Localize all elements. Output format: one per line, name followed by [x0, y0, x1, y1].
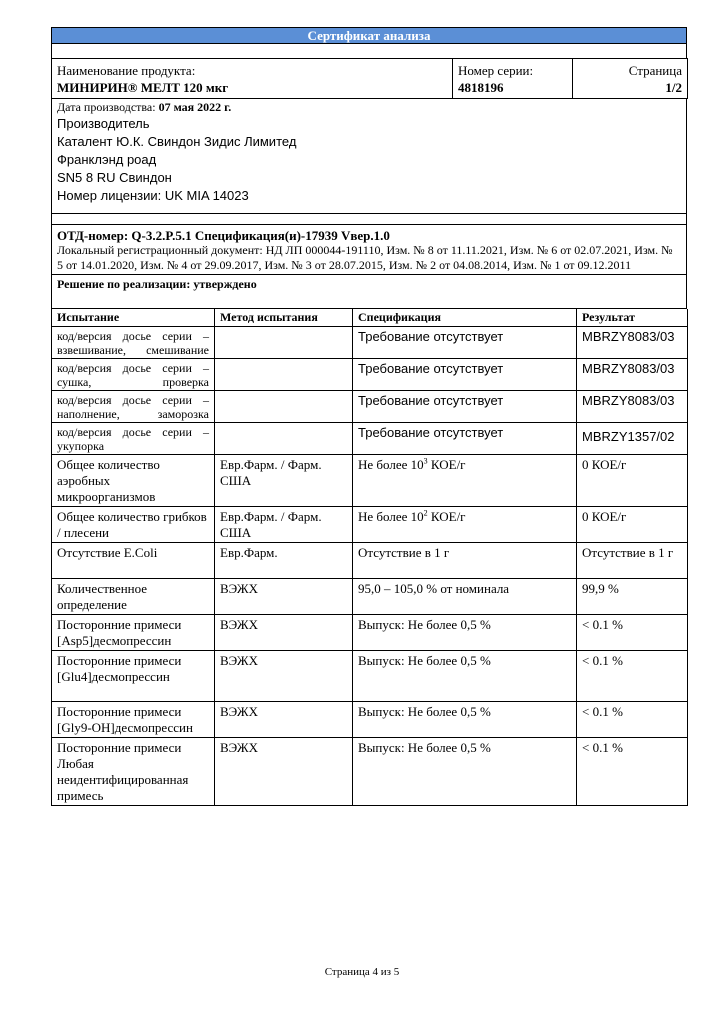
- spec-cell: Требование отсутствует: [353, 359, 577, 391]
- test-cell: Посторонние примеси [Glu4]десмопрессин: [52, 651, 215, 702]
- spec-text: Не более 10: [358, 457, 424, 472]
- spacer-row: [51, 214, 687, 225]
- results-table: [51, 309, 688, 806]
- method-cell: ВЭЖХ: [215, 579, 353, 615]
- certificate-title: Сертификат анализа: [51, 27, 687, 43]
- header-result: Результат: [577, 309, 688, 327]
- certificate: [51, 27, 687, 806]
- spec-cell: Требование отсутствует: [353, 423, 577, 455]
- result-cell: MBRZY1357/02: [577, 423, 688, 455]
- table-row: [52, 327, 688, 359]
- table-row: [52, 738, 688, 806]
- method-cell: Евр.Фарм.: [215, 543, 353, 579]
- result-cell: < 0.1 %: [577, 615, 688, 651]
- table-row: [52, 579, 688, 615]
- spec-text: Не более 10: [358, 509, 424, 524]
- spec-cell: Выпуск: Не более 0,5 %: [353, 651, 577, 702]
- product-name-cell: [52, 59, 453, 99]
- test-cell: код/версия досье серии – сушка, проверка: [52, 359, 215, 391]
- product-table: [51, 58, 688, 99]
- product-name-label: Наименование продукта:: [57, 63, 196, 78]
- manufacturer-line: SN5 8 RU Свиндон: [57, 170, 172, 185]
- result-cell: < 0.1 %: [577, 738, 688, 806]
- test-cell: Общее количество грибков / плесени: [52, 507, 215, 543]
- otd-block: [51, 225, 687, 275]
- spec-cell: Выпуск: Не более 0,5 %: [353, 615, 577, 651]
- method-cell: Евр.Фарм. / Фарм. США: [215, 507, 353, 543]
- manufacturer-line: Каталент Ю.К. Свиндон Зидис Лимитед: [57, 134, 297, 149]
- table-row: [52, 651, 688, 702]
- table-row: [52, 615, 688, 651]
- result-cell: < 0.1 %: [577, 702, 688, 738]
- batch-label: Номер серии:: [458, 63, 534, 78]
- result-cell: Отсутствие в 1 г: [577, 543, 688, 579]
- production-date-value: 07 мая 2022 г.: [158, 100, 232, 114]
- method-cell: [215, 391, 353, 423]
- table-row: [52, 423, 688, 455]
- otd-heading: ОТД-номер: Q-3.2.P.5.1 Спецификация(и)-17939 Vвер.1.0: [57, 228, 390, 243]
- table-row: [52, 455, 688, 507]
- method-cell: [215, 359, 353, 391]
- table-row: [52, 391, 688, 423]
- result-cell: MBRZY8083/03: [577, 359, 688, 391]
- method-cell: [215, 327, 353, 359]
- method-cell: Евр.Фарм. / Фарм. США: [215, 455, 353, 507]
- header-test: Испытание: [52, 309, 215, 327]
- page-footer: Страница 4 из 5: [324, 966, 400, 978]
- header-spec: Спецификация: [353, 309, 577, 327]
- spec-exponent: 3: [423, 456, 428, 466]
- batch-cell: [453, 59, 573, 99]
- page-cell: [573, 59, 688, 99]
- page-label: Страница: [628, 63, 682, 78]
- spec-cell: Выпуск: Не более 0,5 %: [353, 702, 577, 738]
- production-date: [57, 100, 681, 115]
- test-cell: код/версия досье серии – взвешивание, смешивание: [52, 327, 215, 359]
- spacer-row: [51, 43, 687, 58]
- table-row: [52, 359, 688, 391]
- manufacturer-line: Франклэнд роад: [57, 152, 157, 167]
- test-cell: код/версия досье серии – укупорка: [52, 423, 215, 455]
- spec-cell: 95,0 – 105,0 % от номинала: [353, 579, 577, 615]
- result-cell: 0 КОЕ/г: [577, 507, 688, 543]
- result-cell: 99,9 %: [577, 579, 688, 615]
- spec-cell: [353, 507, 577, 543]
- batch-value: 4818196: [458, 80, 504, 95]
- manufacturer-line: Номер лицензии: UK MIA 14023: [57, 188, 249, 203]
- spec-unit: КОЕ/г: [427, 509, 466, 524]
- production-date-label: Дата производства:: [57, 100, 156, 114]
- result-cell: 0 КОЕ/г: [577, 455, 688, 507]
- table-row: [52, 507, 688, 543]
- spec-unit: КОЕ/г: [427, 457, 466, 472]
- test-cell: Посторонние примеси [Gly9-OH]десмопрессин: [52, 702, 215, 738]
- spec-cell: [353, 455, 577, 507]
- header-method: Метод испытания: [215, 309, 353, 327]
- method-cell: ВЭЖХ: [215, 702, 353, 738]
- test-cell: код/версия досье серии – наполнение, заморозка: [52, 391, 215, 423]
- method-cell: ВЭЖХ: [215, 738, 353, 806]
- table-row: [52, 702, 688, 738]
- manufacturer-line: Производитель: [57, 116, 150, 131]
- manufacturer-block: [51, 99, 687, 214]
- spec-exponent: 2: [423, 508, 428, 518]
- result-cell: MBRZY8083/03: [577, 327, 688, 359]
- spec-cell: Требование отсутствует: [353, 391, 577, 423]
- spec-cell: Выпуск: Не более 0,5 %: [353, 738, 577, 806]
- page-value: 1/2: [665, 80, 682, 95]
- method-cell: ВЭЖХ: [215, 651, 353, 702]
- test-cell: Количественное определение: [52, 579, 215, 615]
- release-decision: Решение по реализации: утверждено: [51, 275, 687, 309]
- spec-cell: Отсутствие в 1 г: [353, 543, 577, 579]
- result-cell: MBRZY8083/03: [577, 391, 688, 423]
- table-row: [52, 543, 688, 579]
- test-cell: Посторонние примеси [Asp5]десмопрессин: [52, 615, 215, 651]
- method-cell: ВЭЖХ: [215, 615, 353, 651]
- test-cell: Посторонние примеси Любая неидентифицированная примесь: [52, 738, 215, 806]
- product-name-value: МИНИРИН® МЕЛТ 120 мкг: [57, 80, 229, 95]
- result-cell: < 0.1 %: [577, 651, 688, 702]
- method-cell: [215, 423, 353, 455]
- spec-cell: Требование отсутствует: [353, 327, 577, 359]
- test-cell: Отсутствие E.Coli: [52, 543, 215, 579]
- otd-text: Локальный регистрационный документ: НД ЛП 000044-191110, Изм. № 8 от 11.11.2021, Изм. № 6 от 02.07.2021, Изм. № 5 от 14.01.2020, Изм. № 4 от 29.09.2017, Изм. № 3 от 28.07.2015, Изм. № 2 от 04.08.2014, Изм. № 1 от 09.12.2011: [57, 243, 673, 272]
- results-header-row: [52, 309, 688, 327]
- test-cell: Общее количество аэробных микроорганизмов: [52, 455, 215, 507]
